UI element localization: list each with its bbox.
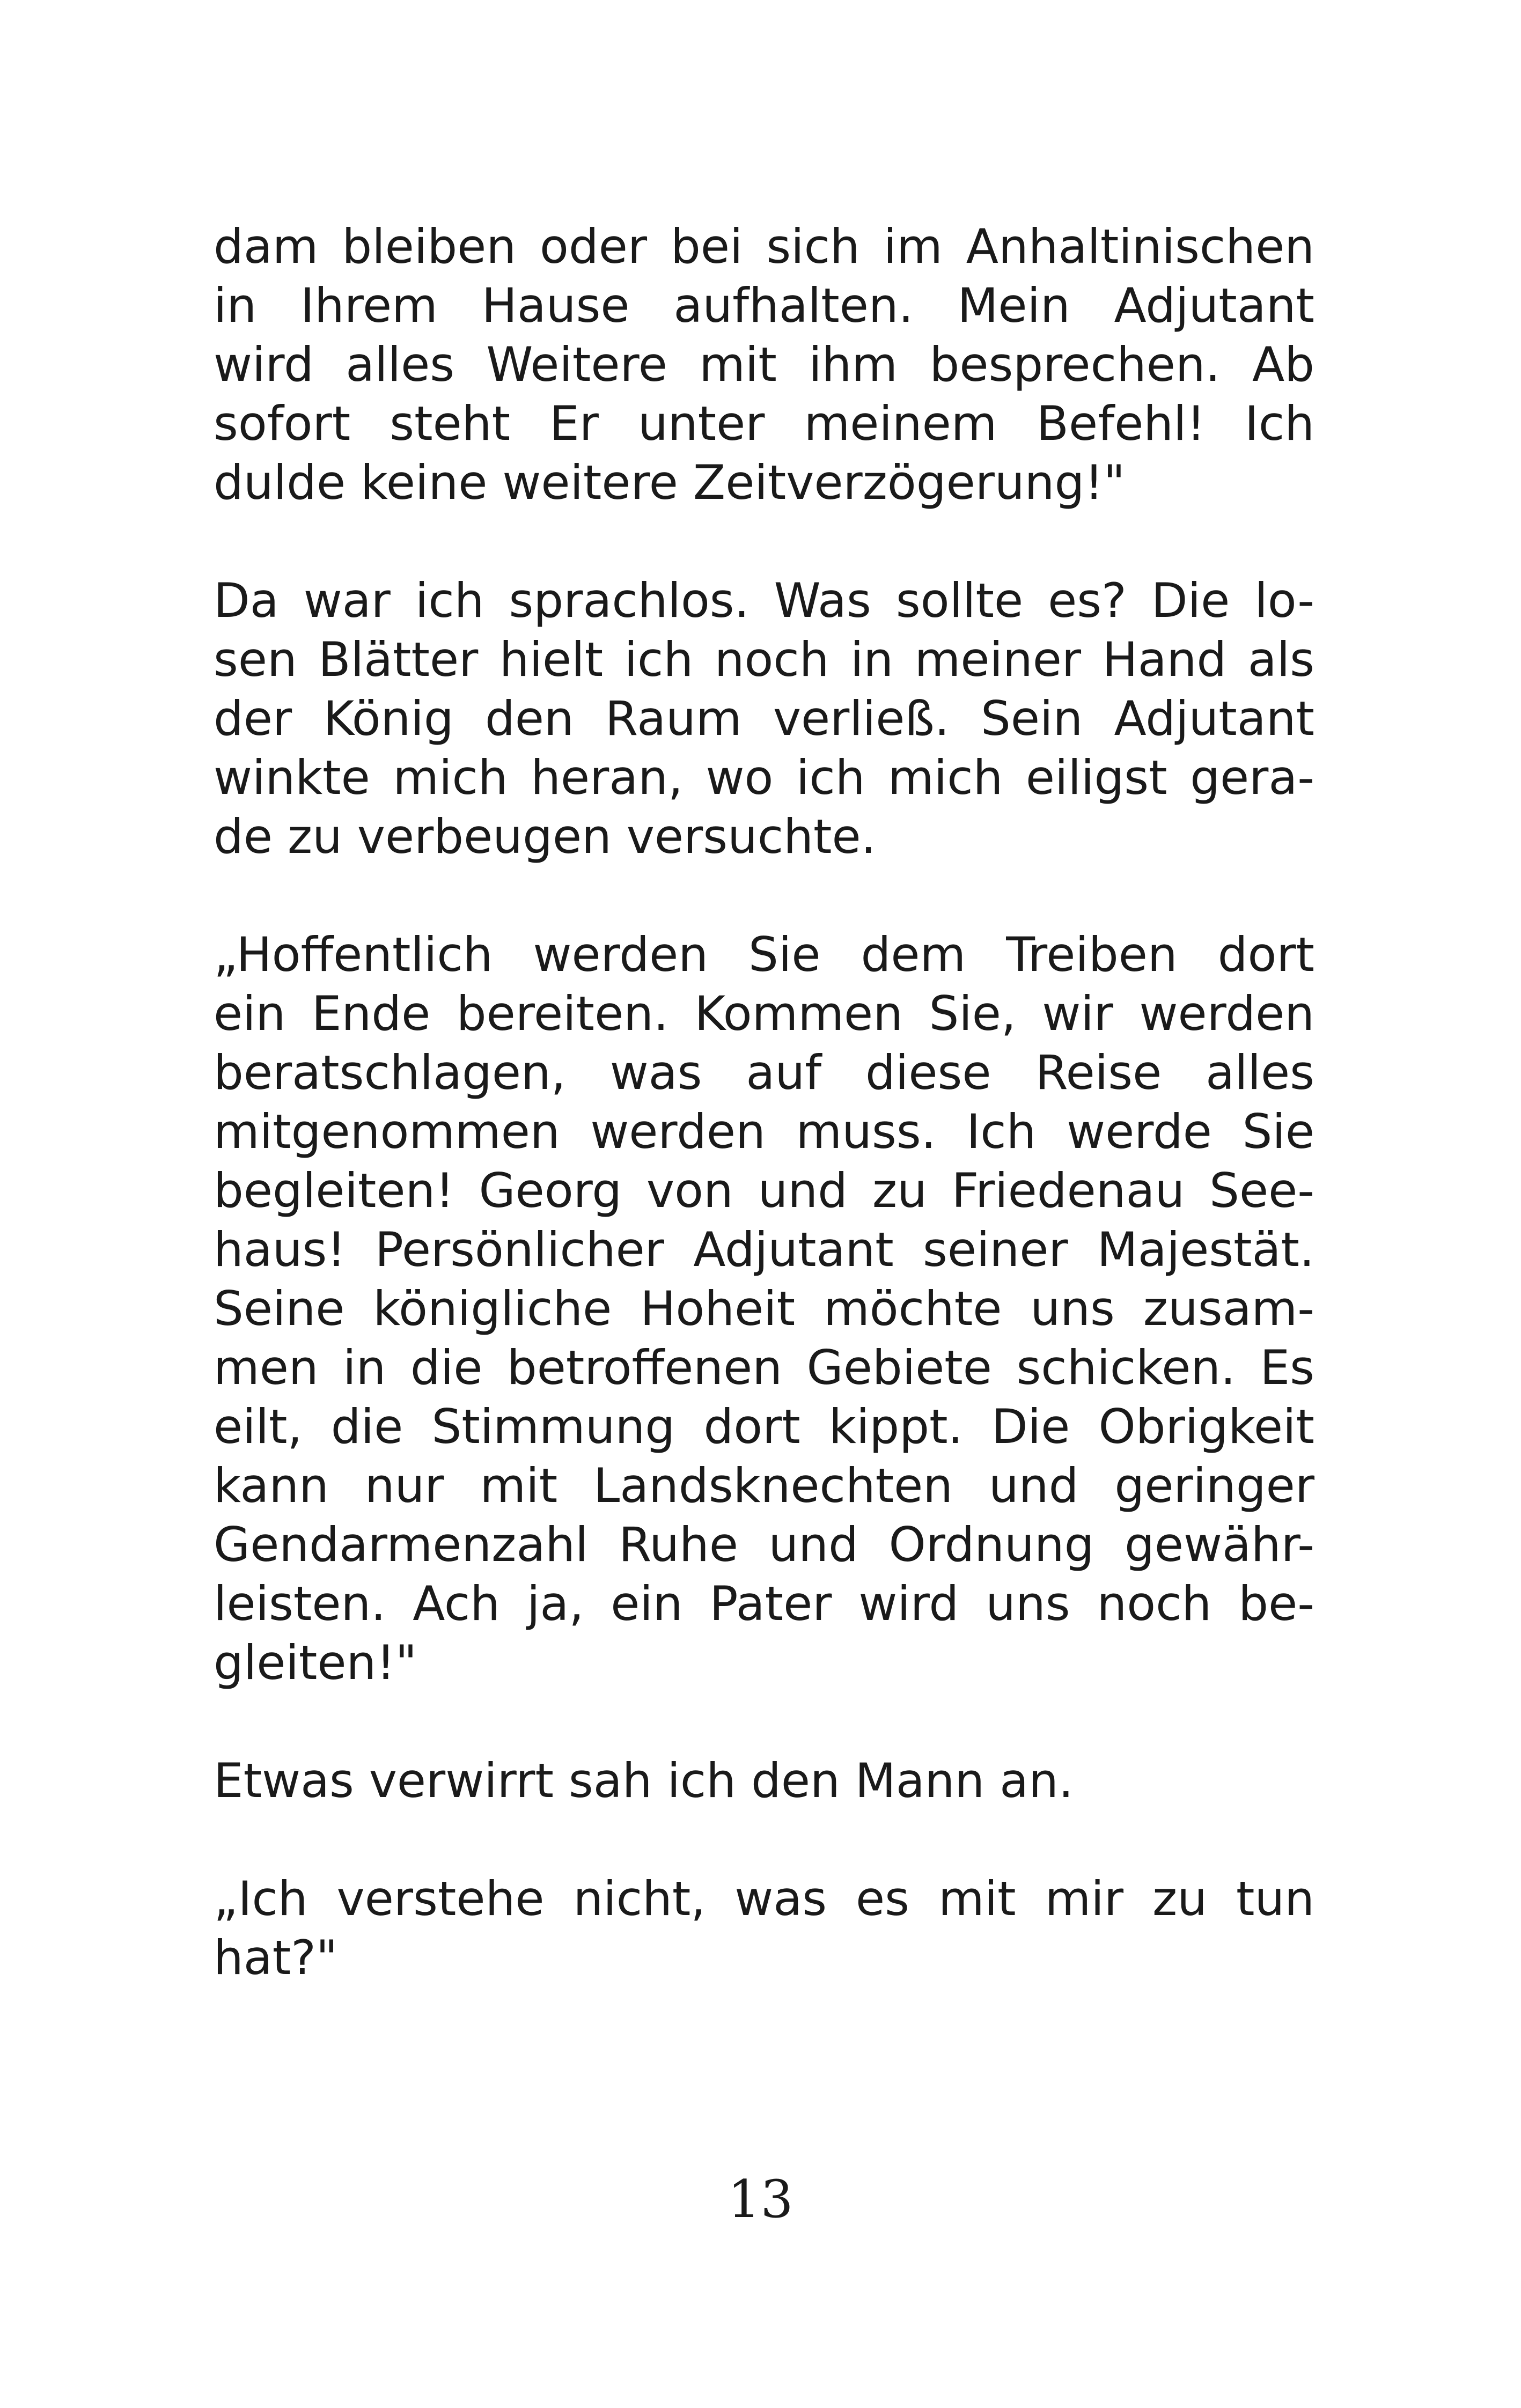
text-line: mitgenommen werden muss. Ich werde Sie xyxy=(214,1104,1314,1159)
paragraph xyxy=(214,571,1314,866)
text-line: in Ihrem Hause aufhalten. Mein Adjutant xyxy=(214,278,1314,333)
text-line: dam bleiben oder bei sich im Anhaltinischen xyxy=(214,219,1314,274)
text-line: eilt, die Stimmung dort kippt. Die Obrigkeit xyxy=(214,1399,1314,1454)
text-line: winkte mich heran, wo ich mich eiligst gera- xyxy=(214,750,1314,805)
text-line: kann nur mit Landsknechten und geringer xyxy=(214,1458,1314,1513)
text-line: sofort steht Er unter meinem Befehl! Ich xyxy=(214,396,1314,451)
text-line: sen Blätter hielt ich noch in meiner Hand als xyxy=(214,632,1314,687)
text-line: gleiten!" xyxy=(214,1635,417,1690)
text-line: „Ich verstehe nicht, was es mit mir zu tun xyxy=(214,1871,1314,1926)
text-line: men in die betroffenen Gebiete schicken. Es xyxy=(214,1340,1314,1395)
text-line: Gendarmenzahl Ruhe und Ordnung gewähr- xyxy=(214,1517,1314,1572)
paragraph xyxy=(214,1869,1314,1987)
paragraph xyxy=(214,1751,1314,1810)
text-line: dulde keine weitere Zeitverzögerung!" xyxy=(214,455,1126,510)
text-line: wird alles Weitere mit ihm besprechen. Ab xyxy=(214,337,1314,392)
text-line: ein Ende bereiten. Kommen Sie, wir werden xyxy=(214,986,1314,1041)
text-line: Seine königliche Hoheit möchte uns zusam- xyxy=(214,1281,1314,1336)
text-line: begleiten! Georg von und zu Friedenau See- xyxy=(214,1163,1314,1218)
paragraph xyxy=(214,217,1314,512)
text-line: „Hoffentlich werden Sie dem Treiben dort xyxy=(214,927,1314,982)
body-text xyxy=(214,217,1314,2046)
paragraph xyxy=(214,925,1314,1692)
text-line: Etwas verwirrt sah ich den Mann an. xyxy=(214,1753,1074,1808)
text-line: der König den Raum verließ. Sein Adjutant xyxy=(214,691,1314,746)
text-line: hat?" xyxy=(214,1930,338,1985)
text-line: leisten. Ach ja, ein Pater wird uns noch be- xyxy=(214,1576,1314,1631)
text-line: Da war ich sprachlos. Was sollte es? Die lo- xyxy=(214,573,1314,628)
text-line: de zu verbeugen versuchte. xyxy=(214,809,876,864)
text-line: haus! Persönlicher Adjutant seiner Majestät. xyxy=(214,1222,1314,1277)
text-line: beratschlagen, was auf diese Reise alles xyxy=(214,1045,1314,1100)
page-number: 13 xyxy=(728,2169,793,2229)
